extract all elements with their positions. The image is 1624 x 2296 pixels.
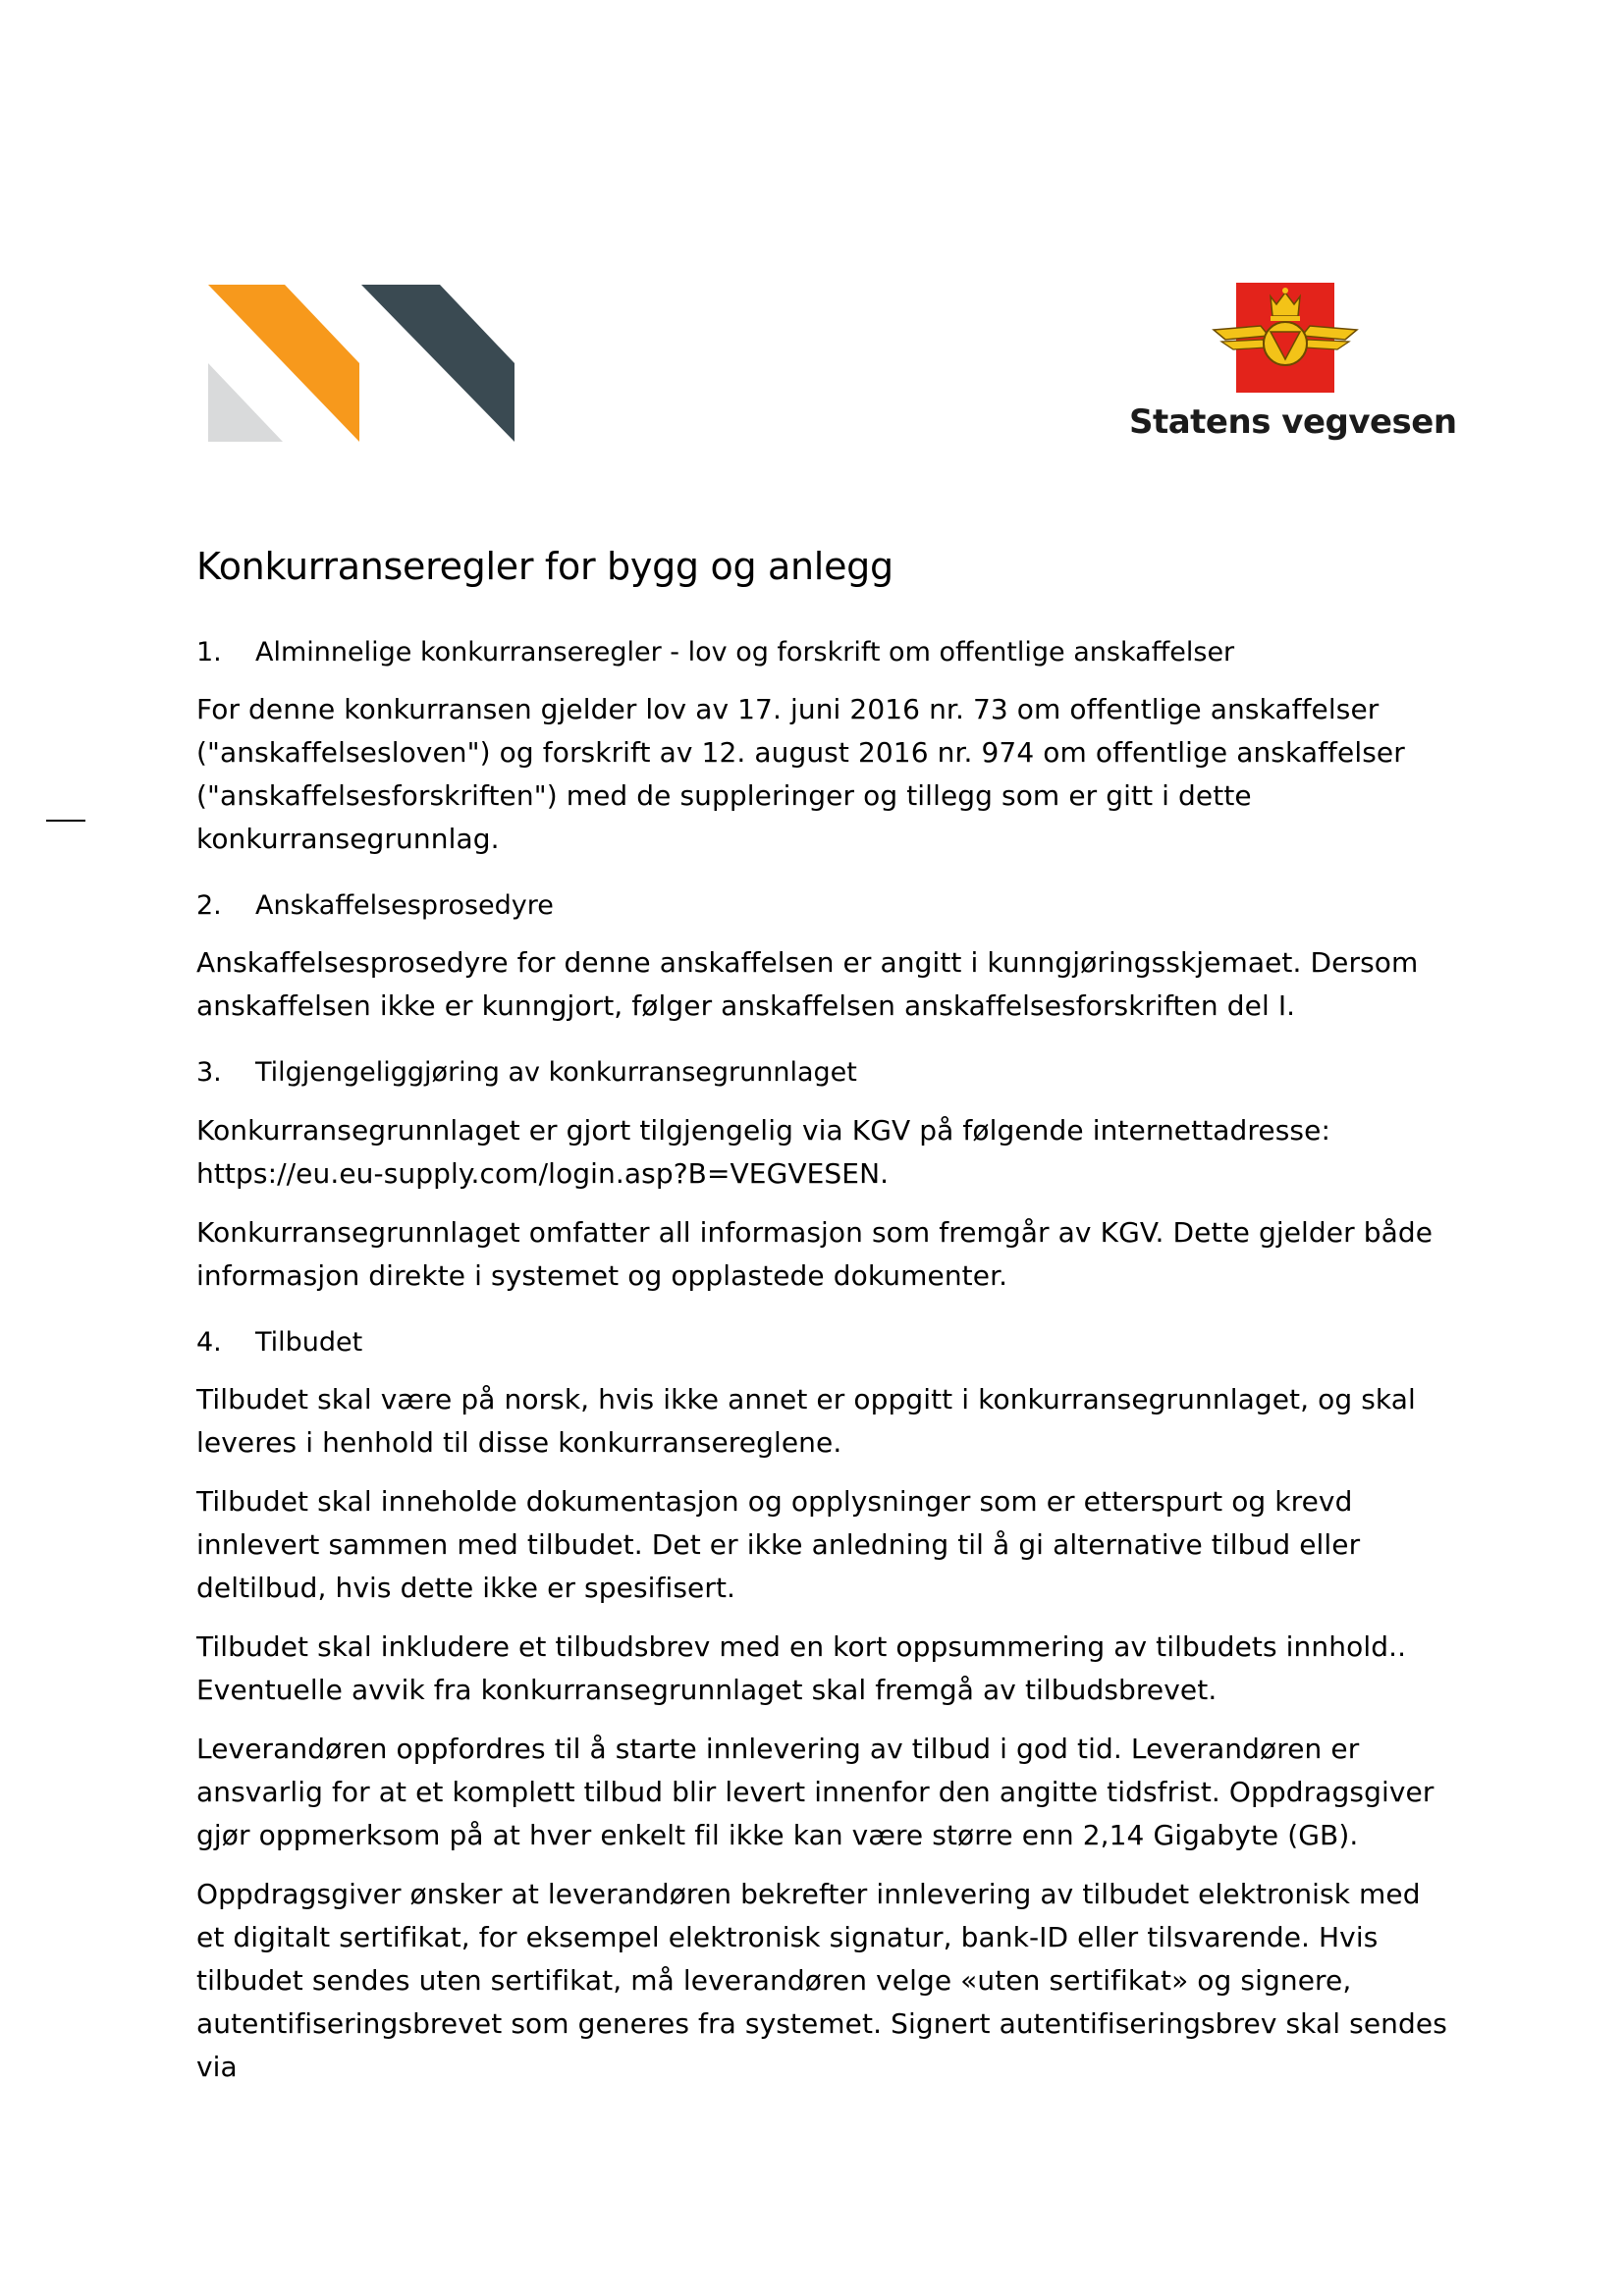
statens-vegvesen-emblem	[1212, 283, 1359, 393]
section-heading	[196, 637, 1453, 668]
section-number: 3.	[196, 1057, 222, 1089]
section-number: 4.	[196, 1326, 222, 1358]
nye-veier-stripes-logo	[204, 283, 518, 442]
section-4	[196, 1327, 1453, 2089]
section-heading	[196, 890, 1453, 922]
section-title: Tilgjengeliggjøring av konkurransegrunnlaget	[255, 1057, 857, 1089]
document-body	[196, 545, 1453, 2118]
paragraph: Tilbudet skal inneholde dokumentasjon og opplysninger som er etterspurt og krevd innlevert sammen med tilbudet. Det er ikke anledning til å gi alternative tilbud eller deltilbud, hvis dette ikke er spesifisert.	[196, 1485, 1361, 1605]
section-number: 2.	[196, 889, 222, 921]
logo-slate-stripe	[361, 285, 514, 442]
paragraph: Tilbudet skal være på norsk, hvis ikke annet er oppgitt i konkurransegrunnlaget, og skal leveres i henhold til disse konkurransereglene.	[196, 1383, 1416, 1460]
paragraph: For denne konkurransen gjelder lov av 17. juni 2016 nr. 73 om offentlige anskaffelser ("anskaffelsesloven") og forskrift av 12. august 2016 nr. 974 om offentlige anskaffelser ("anskaffelsesforskriften") med de suppleringer og tillegg som er gitt i dette konkurransegrunnlag.	[196, 692, 1405, 855]
logo-gray-triangle	[208, 363, 283, 442]
paragraph: Konkurransegrunnlaget omfatter all informasjon som fremgår av KGV. Dette gjelder både informasjon direkte i systemet og opplastede dokumenter.	[196, 1215, 1434, 1292]
section-heading	[196, 1057, 1453, 1089]
section-1	[196, 637, 1453, 861]
section-title: Tilbudet	[255, 1326, 363, 1358]
section-3	[196, 1057, 1453, 1297]
section-number: 1.	[196, 636, 222, 667]
margin-mark	[46, 820, 85, 822]
paragraph: Oppdragsgiver ønsker at leverandøren bekrefter innlevering av tilbudet elektronisk med et digitalt sertifikat, for eksempel elektronisk signatur, bank-ID eller tilsvarende. Hvis tilbudet sendes uten sertifikat, må leverandøren velge «uten sertifikat» og signere, autentifiseringsbrevet som generes fra systemet. Signert autentifiseringsbrev skal sendes via	[196, 1878, 1447, 2084]
section-title: Alminnelige konkurranseregler - lov og forskrift om offentlige anskaffelser	[255, 636, 1235, 667]
statens-vegvesen-logo	[1129, 283, 1457, 450]
section-2	[196, 890, 1453, 1028]
paragraph: Leverandøren oppfordres til å starte innlevering av tilbud i god tid. Leverandøren er ansvarlig for at et komplett tilbud blir levert innenfor den angitte tidsfrist. Oppdragsgiver gjør oppmerksom på at hver enkelt fil ikke kan være større enn 2,14 Gigabyte (GB).	[196, 1733, 1435, 1852]
section-heading	[196, 1327, 1453, 1359]
paragraph: Tilbudet skal inkludere et tilbudsbrev med en kort oppsummering av tilbudets innhold.. Eventuelle avvik fra konkurransegrunnlaget skal fremgå av tilbudsbrevet.	[196, 1630, 1407, 1707]
paragraph: Konkurransegrunnlaget er gjort tilgjengelig via KGV på følgende internettadresse: https://eu.eu-supply.com/login.asp?B=VEGVESEN.	[196, 1113, 1330, 1190]
section-title: Anskaffelsesprosedyre	[255, 889, 554, 921]
agency-name: Statens vegvesen	[1129, 402, 1457, 442]
paragraph: Anskaffelsesprosedyre for denne anskaffelsen er angitt i kunngjøringsskjemaet. Dersom anskaffelsen ikke er kunngjort, følger anskaffelsen anskaffelsesforskriften del I.	[196, 946, 1419, 1023]
document-title: Konkurranseregler for bygg og anlegg	[196, 545, 893, 588]
